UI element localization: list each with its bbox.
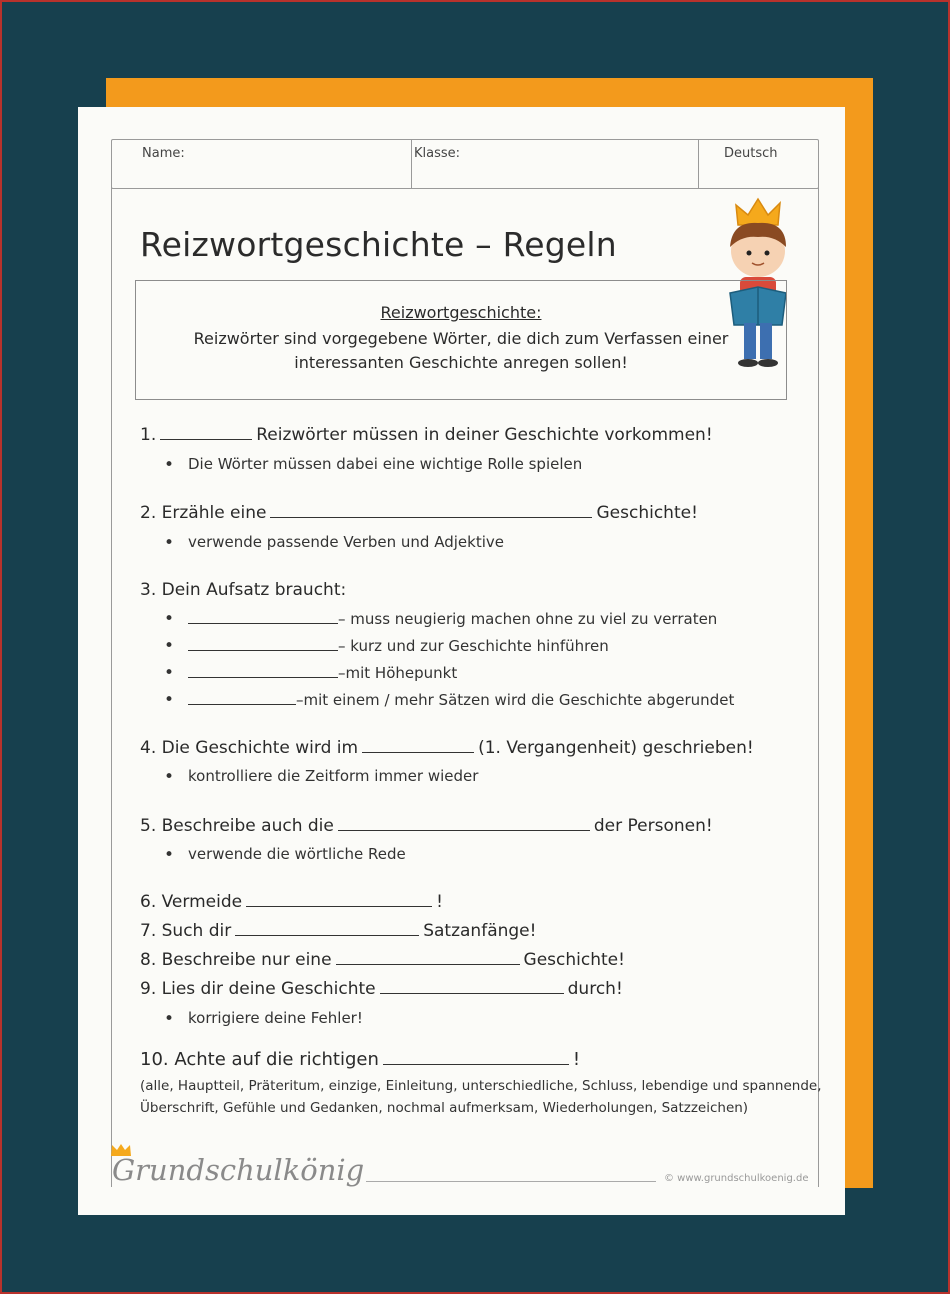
- rule-4-bullet: • kontrolliere die Zeitform immer wieder: [168, 767, 478, 785]
- rule-9-bullet: • korrigiere deine Fehler!: [168, 1009, 363, 1027]
- rule-2-bullet: • verwende passende Verben und Adjektive: [168, 533, 504, 551]
- word-bank-line: (alle, Hauptteil, Präteritum, einzige, Einleitung, unterschiedliche, Schluss, lebendige und spannende,: [140, 1078, 822, 1094]
- fill-blank: [336, 950, 520, 965]
- definition-box: [135, 280, 787, 400]
- rule-3-bullet: • – kurz und zur Geschichte hinführen: [168, 636, 609, 655]
- fill-blank: [235, 921, 419, 936]
- rule-3-bullet: • – muss neugierig machen ohne zu viel zu verraten: [168, 609, 717, 628]
- fill-blank: [188, 663, 338, 678]
- header-box: [111, 139, 819, 189]
- header-divider: [698, 140, 699, 188]
- name-label: Name:: [142, 146, 185, 161]
- fill-blank: [188, 609, 338, 624]
- subject-label: Deutsch: [724, 146, 778, 161]
- fill-blank: [188, 636, 338, 651]
- rule-3: 3. Dein Aufsatz braucht:: [140, 580, 347, 600]
- fill-blank: [160, 425, 252, 440]
- rule-2: 2. Erzähle eine Geschichte!: [140, 503, 698, 523]
- rule-8: 8. Beschreibe nur eine Geschichte!: [140, 950, 625, 970]
- fill-blank: [270, 503, 592, 518]
- worksheet: [78, 107, 845, 1215]
- rule-4: 4. Die Geschichte wird im (1. Vergangenheit) geschrieben!: [140, 738, 754, 758]
- rule-6: 6. Vermeide !: [140, 892, 443, 912]
- word-bank-line: Überschrift, Gefühle und Gedanken, nochmal aufmerksam, Wiederholungen, Satzzeichen): [140, 1100, 749, 1116]
- definition-heading: Reizwortgeschichte:: [380, 303, 542, 322]
- rule-7: 7. Such dir Satzanfänge!: [140, 921, 537, 941]
- rule-1-bullet: • Die Wörter müssen dabei eine wichtige Rolle spielen: [168, 455, 582, 473]
- fill-blank: [380, 979, 564, 994]
- rule-3-bullet: • –mit einem / mehr Sätzen wird die Geschichte abgerundet: [168, 690, 734, 709]
- rule-5: 5. Beschreibe auch die der Personen!: [140, 816, 713, 836]
- fill-blank: [338, 816, 590, 831]
- fill-blank: [383, 1050, 569, 1065]
- header-divider: [411, 140, 412, 188]
- rule-9: 9. Lies dir deine Geschichte durch!: [140, 979, 623, 999]
- definition-line: Reizwörter sind vorgegebene Wörter, die dich zum Verfassen einer: [193, 329, 729, 348]
- fill-blank: [246, 892, 432, 907]
- fill-blank: [362, 738, 474, 753]
- class-label: Klasse:: [414, 146, 461, 161]
- page-title: Reizwortgeschichte – Regeln: [140, 225, 617, 264]
- definition-line: interessanten Geschichte anregen sollen!: [294, 353, 628, 372]
- rule-5-bullet: • verwende die wörtliche Rede: [168, 845, 406, 863]
- rule-3-bullet: • –mit Höhepunkt: [168, 663, 457, 682]
- rule-1: 1. Reizwörter müssen in deiner Geschichte vorkommen!: [140, 425, 713, 445]
- rule-10: 10. Achte auf die richtigen !: [140, 1049, 581, 1070]
- brand-logo: Grundschulkönig: [112, 1153, 365, 1187]
- fill-blank: [188, 690, 296, 705]
- copyright: © www.grundschulkoenig.de: [664, 1173, 809, 1184]
- footer-line: [366, 1181, 656, 1182]
